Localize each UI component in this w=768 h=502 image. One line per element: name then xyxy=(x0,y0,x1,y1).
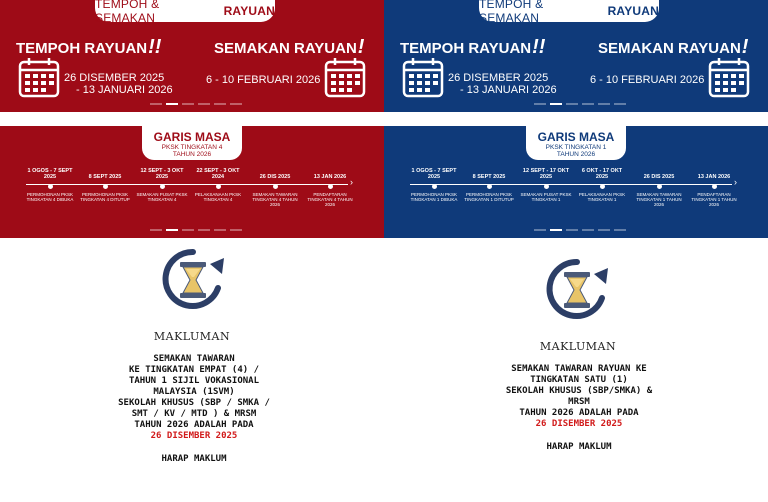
garis-masa-header xyxy=(142,126,242,160)
calendar-icon xyxy=(18,56,60,98)
timeline-date: 13 JAN 2026 xyxy=(313,174,347,180)
semakan-title-text: SEMAKAN RAYUAN xyxy=(214,40,357,57)
timeline-item xyxy=(576,167,628,202)
chevron-right-icon[interactable]: › xyxy=(734,177,737,187)
tempoh-date-end: - 13 JANUARI 2026 xyxy=(460,84,557,96)
makluman-date: 26 DISEMBER 2025 xyxy=(150,431,238,441)
timeline-dot xyxy=(160,184,165,189)
timeline-dot xyxy=(216,184,221,189)
exclaim-icon: !! xyxy=(148,36,162,58)
exclaim-icon: ! xyxy=(741,36,749,58)
garis-masa-title: GARIS MASA xyxy=(537,130,615,144)
timeline-item xyxy=(633,167,685,208)
timeline-item xyxy=(249,167,301,208)
carousel-dots[interactable] xyxy=(534,229,626,231)
makluman-line: SEKOLAH KHUSUS (SBP/SMKA) & xyxy=(505,386,653,396)
carousel-dot[interactable] xyxy=(566,103,578,105)
makluman-line: SEKOLAH KHUSUS (SBP / SMKA / xyxy=(118,398,270,408)
timeline-item xyxy=(408,167,460,202)
timeline-date: 26 DIS 2025 xyxy=(643,174,675,180)
makluman-body xyxy=(96,354,292,465)
chevron-right-icon[interactable]: › xyxy=(350,177,353,187)
carousel-dot[interactable] xyxy=(582,229,594,231)
timeline-date: 22 SEPT - 3 OKT 2024 xyxy=(196,168,240,180)
left-tempoh-banner xyxy=(0,0,384,112)
exclaim-icon: ! xyxy=(357,36,365,58)
makluman-line: SEMAKAN TAWARAN RAYUAN KE xyxy=(511,364,647,374)
carousel-dot[interactable] xyxy=(182,229,194,231)
carousel-dot[interactable] xyxy=(598,103,610,105)
semakan-date: 6 - 10 FEBRUARI 2026 xyxy=(206,74,321,86)
header-bold-text: RAYUAN xyxy=(223,4,275,18)
timeline-item xyxy=(304,167,356,208)
makluman-line: MALAYSIA (1SVM) xyxy=(153,387,235,397)
tempoh-date-start: 26 DISEMBER 2025 xyxy=(64,72,165,84)
carousel-dot[interactable] xyxy=(534,103,546,105)
garis-masa-title: GARIS MASA xyxy=(153,130,231,144)
timeline-dot xyxy=(487,184,492,189)
timeline-desc: SEMAKAN TAWARAN TINGKATAN 4 TAHUN 2026 xyxy=(252,192,298,208)
carousel-dot[interactable] xyxy=(598,229,610,231)
makluman-title: MAKLUMAN xyxy=(153,330,231,343)
left-garis-masa-banner xyxy=(0,126,384,238)
makluman-line: SEMAKAN TAWARAN xyxy=(153,354,235,364)
exclaim-icon: !! xyxy=(532,36,546,58)
carousel-dot[interactable] xyxy=(182,103,194,105)
timeline-desc: SEMAKAN TAWARAN TINGKATAN 1 TAHUN 2026 xyxy=(636,192,682,208)
garis-masa-year: TAHUN 2026 xyxy=(172,151,212,158)
timeline-desc: PENDAFTARAN TINGKATAN 1 TAHUN 2026 xyxy=(691,192,737,208)
tempoh-title-text: TEMPOH RAYUAN xyxy=(400,40,532,57)
makluman-line: TAHUN 1 SIJIL VOKASIONAL xyxy=(128,376,260,386)
semakan-title-text: SEMAKAN RAYUAN xyxy=(598,40,741,57)
carousel-dot-active[interactable] xyxy=(166,229,178,231)
header-bold-text: RAYUAN xyxy=(607,4,659,18)
carousel-dot-active[interactable] xyxy=(550,229,562,231)
timeline-date: 1 OGOS - 7 SEPT 2025 xyxy=(27,168,73,180)
timeline-dot xyxy=(328,184,333,189)
timeline-item xyxy=(520,167,572,202)
timeline-dot xyxy=(432,184,437,189)
makluman-line: KE TINGKATAN EMPAT (4) / xyxy=(128,365,260,375)
carousel-dot[interactable] xyxy=(150,229,162,231)
timeline-item xyxy=(24,167,76,202)
carousel-dot[interactable] xyxy=(214,229,226,231)
makluman-line: TINGKATAN SATU (1) xyxy=(530,375,628,385)
makluman-line: SMT / KV / MTD ) & MRSM xyxy=(131,409,257,419)
calendar-icon xyxy=(402,56,444,98)
timeline-item xyxy=(136,167,188,202)
timeline-item xyxy=(192,167,244,202)
timeline-item xyxy=(79,167,131,202)
garis-masa-subtitle: PKSK TINGKATAN 1 xyxy=(545,144,607,151)
carousel-dot[interactable] xyxy=(198,103,210,105)
carousel-dot[interactable] xyxy=(230,103,242,105)
carousel-dot[interactable] xyxy=(566,229,578,231)
timeline-item xyxy=(688,167,740,208)
timeline-date: 26 DIS 2025 xyxy=(259,174,291,180)
carousel-dot[interactable] xyxy=(582,103,594,105)
timeline-date: 8 SEPT 2025 xyxy=(88,174,122,180)
carousel-dot-active[interactable] xyxy=(550,103,562,105)
makluman-harap: HARAP MAKLUM xyxy=(546,442,612,452)
timeline-dot xyxy=(48,184,53,189)
makluman-title: MAKLUMAN xyxy=(539,340,617,353)
carousel-dot[interactable] xyxy=(534,229,546,231)
makluman-line: MRSM xyxy=(568,397,590,407)
right-banner-header xyxy=(479,0,659,25)
carousel-dot[interactable] xyxy=(198,229,210,231)
semakan-date: 6 - 10 FEBRUARI 2026 xyxy=(590,74,705,86)
makluman-line: TAHUN 2026 ADALAH PADA xyxy=(134,420,254,430)
timeline-date: 8 SEPT 2025 xyxy=(472,174,506,180)
carousel-dots[interactable] xyxy=(150,229,242,231)
timeline-dot xyxy=(544,184,549,189)
carousel-dots[interactable] xyxy=(150,103,242,105)
header-text: TEMPOH & SEMAKAN xyxy=(479,0,544,25)
carousel-dots[interactable] xyxy=(534,103,626,105)
tempoh-title-text: TEMPOH RAYUAN xyxy=(16,40,148,57)
tempoh-dates xyxy=(64,72,173,96)
tempoh-date-start: 26 DISEMBER 2025 xyxy=(448,72,549,84)
calendar-icon xyxy=(708,56,750,98)
hourglass-refresh-icon xyxy=(160,246,226,312)
makluman-line: TAHUN 2026 ADALAH PADA xyxy=(519,408,639,418)
tempoh-dates xyxy=(448,72,557,96)
timeline-desc: PELAKSANAAN PKSK TINGKATAN 1 xyxy=(578,192,626,203)
timeline-desc: SEMAKAN PUSAT PKSK TINGKATAN 4 xyxy=(136,192,188,203)
right-garis-masa-banner xyxy=(384,126,768,238)
garis-masa-subtitle: PKSK TINGKATAN 4 xyxy=(161,144,223,151)
timeline-desc: PELAKSANAAN PKSK TINGKATAN 4 xyxy=(194,192,242,203)
left-banner-header xyxy=(95,0,275,25)
timeline-item xyxy=(463,167,515,202)
timeline-desc: PERMOHONAN PKSK TINGKATAN 1 DITUTUP xyxy=(464,192,514,203)
carousel-dot[interactable] xyxy=(614,103,626,105)
timeline-desc: PENDAFTARAN TINGKATAN 4 TAHUN 2026 xyxy=(307,192,353,208)
carousel-dot[interactable] xyxy=(150,103,162,105)
header-text: TEMPOH & SEMAKAN xyxy=(95,0,160,25)
tempoh-date-end: - 13 JANUARI 2026 xyxy=(76,84,173,96)
garis-masa-year: TAHUN 2026 xyxy=(556,151,596,158)
timeline-date: 12 SEPT - 17 OKT 2025 xyxy=(522,168,570,180)
calendar-icon xyxy=(324,56,366,98)
carousel-dot[interactable] xyxy=(214,103,226,105)
right-tempoh-banner xyxy=(384,0,768,112)
hourglass-refresh-icon xyxy=(544,256,610,322)
timeline-dot xyxy=(712,184,717,189)
timeline-date: 6 OKT - 17 OKT 2025 xyxy=(581,168,623,180)
timeline-dot xyxy=(600,184,605,189)
timeline-dot xyxy=(273,184,278,189)
timeline-desc: SEMAKAN PUSAT PKSK TINGKATAN 1 xyxy=(520,192,572,203)
carousel-dot[interactable] xyxy=(614,229,626,231)
carousel-dot[interactable] xyxy=(230,229,242,231)
timeline-date: 12 SEPT - 3 OKT 2025 xyxy=(140,168,184,180)
timeline-dot xyxy=(657,184,662,189)
timeline-desc: PERMOHONAN PKSK TINGKATAN 4 DITUTUP xyxy=(80,192,130,203)
timeline-date: 13 JAN 2026 xyxy=(697,174,731,180)
timeline-date: 1 OGOS - 7 SEPT 2025 xyxy=(411,168,457,180)
timeline-desc: PERMOHONAN PKSK TINGKATAN 1 DIBUKA xyxy=(410,192,458,203)
timeline-dot xyxy=(103,184,108,189)
garis-masa-header xyxy=(526,126,626,160)
carousel-dot-active[interactable] xyxy=(166,103,178,105)
makluman-date: 26 DISEMBER 2025 xyxy=(535,419,623,429)
makluman-body xyxy=(474,364,684,453)
makluman-harap: HARAP MAKLUM xyxy=(161,454,227,464)
timeline-desc: PERMOHONAN PKSK TINGKATAN 4 DIBUKA xyxy=(26,192,74,203)
